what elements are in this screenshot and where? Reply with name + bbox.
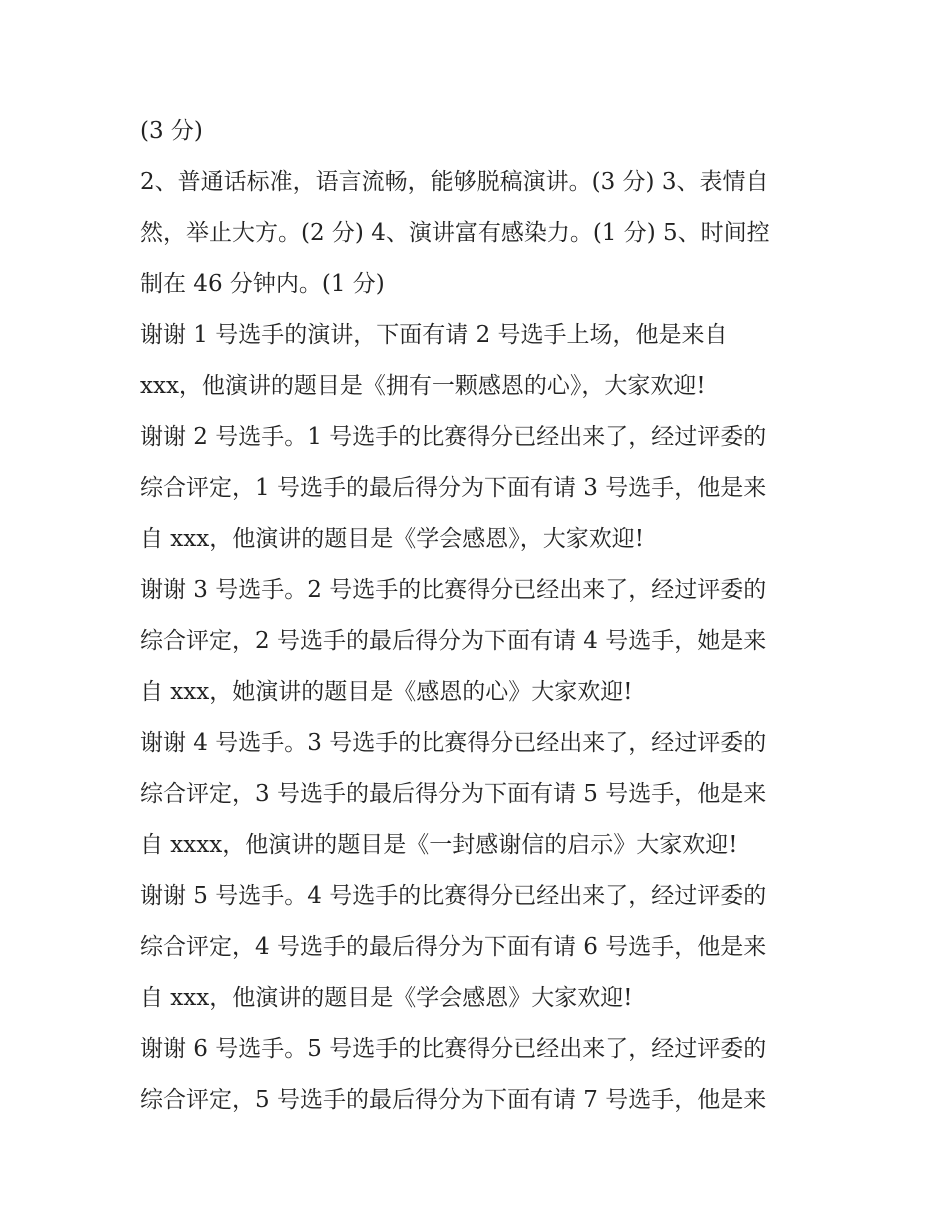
text-line-17: 综合评定，4 号选手的最后得分为下面有请 6 号选手，他是来 [140, 934, 767, 960]
text-line-2: 2、普通话标准，语言流畅，能够脱稿演讲。(3 分) 3、表情自 [140, 169, 769, 195]
text-line-11: 综合评定，2 号选手的最后得分为下面有请 4 号选手，她是来 [140, 628, 767, 654]
text-line-20: 综合评定，5 号选手的最后得分为下面有请 7 号选手，他是来 [140, 1087, 767, 1113]
text-line-12: 自 xxx，她演讲的题目是《感恩的心》大家欢迎! [140, 679, 633, 705]
text-line-5: 谢谢 1 号选手的演讲，下面有请 2 号选手上场，他是来自 [140, 322, 728, 348]
text-line-4: 制在 46 分钟内。(1 分) [140, 271, 385, 297]
text-line-1: (3 分) [140, 118, 203, 144]
text-line-13: 谢谢 4 号选手。3 号选手的比赛得分已经出来了，经过评委的 [140, 730, 767, 756]
text-line-6: xxx，他演讲的题目是《拥有一颗感恩的心》，大家欢迎! [140, 373, 706, 399]
text-line-15: 自 xxxx，他演讲的题目是《一封感谢信的启示》大家欢迎! [140, 832, 738, 858]
text-line-8: 综合评定，1 号选手的最后得分为下面有请 3 号选手，他是来 [140, 475, 767, 501]
text-line-7: 谢谢 2 号选手。1 号选手的比赛得分已经出来了，经过评委的 [140, 424, 767, 450]
text-line-16: 谢谢 5 号选手。4 号选手的比赛得分已经出来了，经过评委的 [140, 883, 767, 909]
text-line-9: 自 xxx，他演讲的题目是《学会感恩》，大家欢迎! [140, 526, 644, 552]
text-line-19: 谢谢 6 号选手。5 号选手的比赛得分已经出来了，经过评委的 [140, 1036, 767, 1062]
text-line-3: 然，举止大方。(2 分) 4、演讲富有感染力。(1 分) 5、时间控 [140, 220, 770, 246]
document-text [140, 112, 812, 1132]
text-line-10: 谢谢 3 号选手。2 号选手的比赛得分已经出来了，经过评委的 [140, 577, 767, 603]
text-line-14: 综合评定，3 号选手的最后得分为下面有请 5 号选手，他是来 [140, 781, 767, 807]
text-line-18: 自 xxx，他演讲的题目是《学会感恩》大家欢迎! [140, 985, 633, 1011]
